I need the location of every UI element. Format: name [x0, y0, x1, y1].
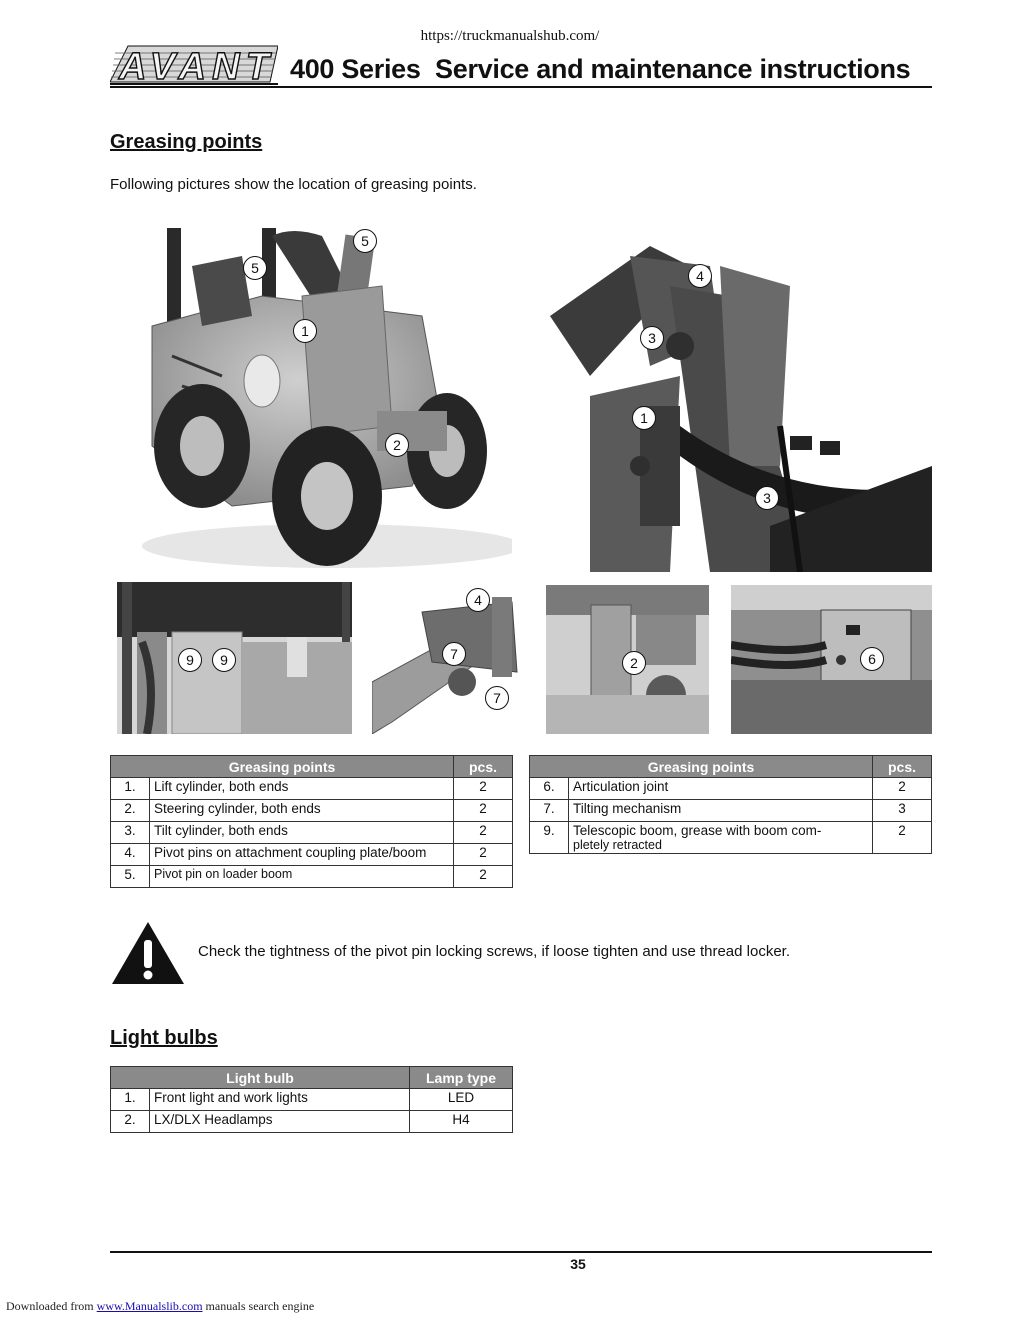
download-suffix: manuals search engine: [205, 1299, 315, 1313]
row-pcs: 2: [454, 800, 513, 822]
row-number: 1.: [111, 1089, 150, 1111]
light-bulbs-table: [110, 1066, 513, 1133]
row-pcs: 2: [454, 822, 513, 844]
callout-marker: 1: [632, 406, 656, 430]
table-row: [530, 778, 932, 800]
greasing-intro-text: Following pictures show the location of greasing points.: [110, 176, 477, 193]
table-row: [111, 822, 513, 844]
row-number: 2.: [111, 800, 150, 822]
photo-articulation-joint: [546, 585, 709, 734]
page-header-title: [290, 54, 910, 85]
table-row: [111, 1089, 513, 1111]
loader-machine-illustration: [112, 226, 512, 572]
page-number: 35: [570, 1256, 586, 1272]
row-pcs: 2: [873, 778, 932, 800]
col-header-light-bulb: Light bulb: [111, 1067, 410, 1089]
greasing-points-table-left: [110, 755, 513, 888]
photo-loader-machine: [112, 226, 512, 572]
photo-telescopic-boom: [117, 582, 352, 734]
manualslib-link[interactable]: www.Manualslib.com: [96, 1299, 203, 1313]
avant-logo: [110, 44, 278, 86]
table-row: [111, 800, 513, 822]
callout-marker: 5: [243, 256, 267, 280]
row-name: Lift cylinder, both ends: [150, 778, 454, 800]
col-header-greasing-points: Greasing points: [111, 756, 454, 778]
source-url: https://truckmanualshub.com/: [420, 28, 600, 44]
callout-marker: 9: [178, 648, 202, 672]
callout-marker: 4: [688, 264, 712, 288]
row-bulb: Front light and work lights: [150, 1089, 410, 1111]
loader-boom-illustration: [530, 226, 932, 572]
row-name: Tilt cylinder, both ends: [150, 822, 454, 844]
row-lamp-type: H4: [410, 1111, 513, 1133]
row-name: Pivot pins on attachment coupling plate/boom: [150, 844, 454, 866]
series-label: 400 Series: [290, 54, 421, 84]
row-pcs: 2: [454, 778, 513, 800]
row-number: 1.: [111, 778, 150, 800]
table-row: [111, 1111, 513, 1133]
row-name-line-2: pletely retracted: [573, 838, 662, 852]
callout-marker: 4: [466, 588, 490, 612]
callout-marker: 9: [212, 648, 236, 672]
callout-marker: 1: [293, 319, 317, 343]
light-bulbs-heading: Light bulbs: [110, 1027, 218, 1049]
table-row: [111, 778, 513, 800]
table-row: [111, 866, 513, 888]
row-lamp-type: LED: [410, 1089, 513, 1111]
row-number: 2.: [111, 1111, 150, 1133]
row-bulb: LX/DLX Headlamps: [150, 1111, 410, 1133]
col-header-greasing-points: Greasing points: [530, 756, 873, 778]
download-prefix: Downloaded from: [6, 1299, 94, 1313]
greasing-points-heading: Greasing points: [110, 131, 263, 153]
callout-marker: 3: [640, 326, 664, 350]
row-name: Tilting mechanism: [569, 800, 873, 822]
row-number: 6.: [530, 778, 569, 800]
row-pcs: 2: [454, 866, 513, 888]
row-pcs: 2: [873, 822, 932, 854]
row-number: 4.: [111, 844, 150, 866]
photo-loader-boom: [530, 226, 932, 572]
table-row: [530, 800, 932, 822]
callout-marker: 5: [353, 229, 377, 253]
download-note: [6, 1299, 314, 1314]
row-name: Pivot pin on loader boom: [150, 866, 454, 888]
col-header-lamp-type: Lamp type: [410, 1067, 513, 1089]
footer-rule: [110, 1251, 932, 1253]
document-title: Service and maintenance instructions: [435, 54, 911, 84]
table-row: [530, 822, 932, 854]
callout-marker: 6: [860, 647, 884, 671]
callout-marker: 3: [755, 486, 779, 510]
svg-text:AVANT: AVANT: [119, 46, 269, 86]
row-number: 9.: [530, 822, 569, 854]
table-row: [111, 844, 513, 866]
header-rule: [110, 86, 932, 88]
row-name: Articulation joint: [569, 778, 873, 800]
articulation-detail-illustration: [731, 585, 932, 734]
row-name: [569, 822, 873, 854]
warning-text: Check the tightness of the pivot pin locking screws, if loose tighten and use thread locker.: [198, 943, 791, 960]
row-number: 3.: [111, 822, 150, 844]
greasing-points-table-right: [529, 755, 932, 854]
row-name-line-1: Telescopic boom, grease with boom com-: [573, 823, 822, 838]
row-pcs: 3: [873, 800, 932, 822]
col-header-pcs: pcs.: [873, 756, 932, 778]
row-name: Steering cylinder, both ends: [150, 800, 454, 822]
callout-marker: 2: [385, 433, 409, 457]
col-header-pcs: pcs.: [454, 756, 513, 778]
row-number: 5.: [111, 866, 150, 888]
callout-marker: 7: [485, 686, 509, 710]
photo-tilting-mechanism: [372, 582, 527, 734]
photo-articulation-detail: [731, 585, 932, 734]
callout-marker: 7: [442, 642, 466, 666]
warning-icon: [110, 920, 186, 986]
row-pcs: 2: [454, 844, 513, 866]
callout-marker: 2: [622, 651, 646, 675]
row-number: 7.: [530, 800, 569, 822]
